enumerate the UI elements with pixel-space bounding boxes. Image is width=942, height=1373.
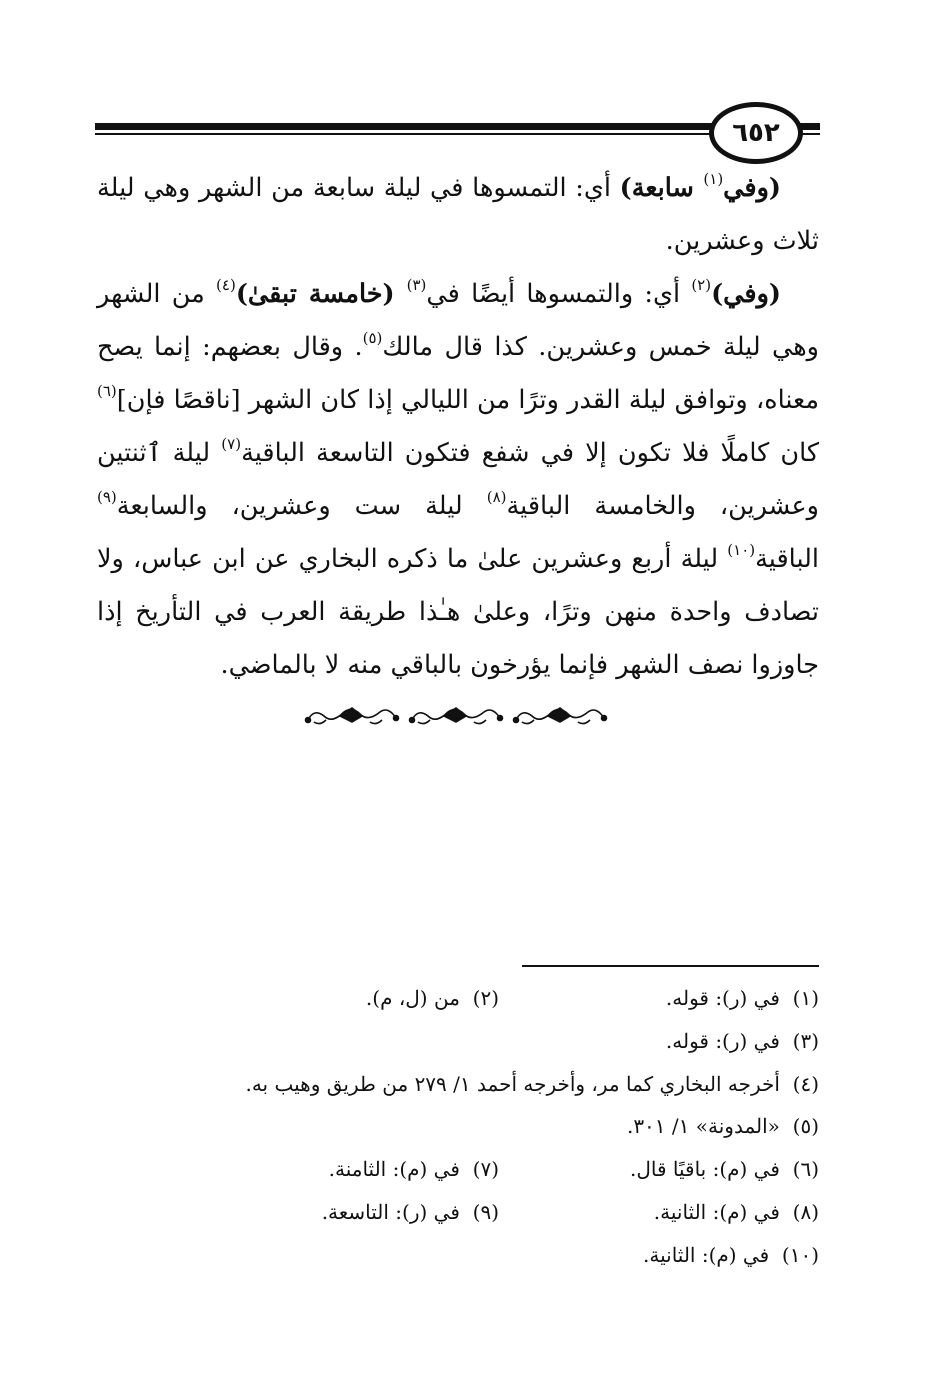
footnote-8 <box>654 1199 819 1225</box>
text-run: من الشهر وهي ليلة خمس وعشرين. كذا قال مالك <box>97 279 819 362</box>
footnote-6 <box>630 1156 819 1182</box>
text-run: ليلة ست وعشرين، والسابعة <box>116 491 487 521</box>
footnote-number: (١) <box>792 986 819 1010</box>
ornament-divider <box>300 698 612 732</box>
footnote-number: (٣) <box>792 1029 819 1053</box>
footnote-marker: (٩) <box>97 488 117 506</box>
page-number: ٦٥٢ <box>732 118 780 148</box>
footnote-text: في (م): باقيًا قال. <box>629 1157 780 1181</box>
text-run: أي: التمسوها في ليلة سابعة من الشهر وهي ليلة ثلاث وعشرين. <box>97 173 819 256</box>
footnote-text: أخرجه البخاري كما مر، وأخرجه أحمد ١/ ٢٧٩ من طريق وهيب به. <box>245 1072 780 1096</box>
footnote-text: في (ر): قوله. <box>665 1029 780 1053</box>
footnote-number: (٥) <box>792 1114 819 1138</box>
body-text <box>97 162 819 692</box>
paragraph-2 <box>97 268 819 692</box>
text-run: أي: والتمسوها أيضًا في <box>426 279 692 309</box>
footnote-number: (٤) <box>792 1072 819 1096</box>
page-number-badge <box>709 102 803 164</box>
footnote-2 <box>366 985 499 1011</box>
footnote-1 <box>666 985 819 1011</box>
footnote-marker: (٨) <box>486 488 507 506</box>
footnote-marker: (٧) <box>221 435 242 453</box>
text-run: ليلة ٱثنتين وعشرين، والخامسة الباقية <box>97 438 819 521</box>
footnote-rule <box>522 965 819 967</box>
ornament-unit <box>410 708 503 724</box>
footnote-text: من (ل، م). <box>365 986 460 1010</box>
text-run: كان كاملًا فلا تكون إلا في شفع فتكون التاسعة الباقية <box>241 438 819 468</box>
text-run: الباقية <box>755 544 819 574</box>
footnote-marker: (٦) <box>97 382 117 400</box>
footnote-3 <box>666 1028 819 1054</box>
footnote-marker: (٤) <box>216 276 236 294</box>
footnote-5 <box>627 1113 819 1139</box>
bold-text-run: (وفي) <box>711 279 781 309</box>
text-run: ليلة أربع وعشرين علىٰ ما ذكره البخاري عن ابن عباس، ولا تصادف واحدة منهن وترًا، وعلىٰ هـٰذا طريقة العرب في التأريخ إذا جاوزوا نصف الشهر فإنما يؤرخون بالباقي منه لا بالماضي. <box>97 544 819 680</box>
footnote-text: في (م): الثانية. <box>653 1200 780 1224</box>
ornament-unit <box>306 708 399 724</box>
footnote-marker: (٥) <box>362 329 383 347</box>
footnote-text: في (م): الثامنة. <box>328 1157 460 1181</box>
footnote-4 <box>245 1071 819 1097</box>
footnote-9 <box>322 1199 499 1225</box>
footnote-text: في (ر): قوله. <box>665 986 780 1010</box>
footnote-number: (٩) <box>472 1200 499 1224</box>
footnote-10 <box>643 1242 819 1268</box>
footnote-text: في (م): الثانية. <box>643 1243 770 1267</box>
footnote-number: (٨) <box>792 1200 819 1224</box>
footnote-text: «المدونة» ١/ ٣٠١. <box>626 1114 780 1138</box>
footnote-marker: (٢) <box>691 276 712 294</box>
footnote-number: (٢) <box>472 986 499 1010</box>
text-run: . وقال بعضهم: إنما يصح معناه، وتوافق ليلة القدر وترًا من الليالي إذا كان الشهر [ناقصًا فإن] <box>97 332 819 415</box>
footnote-text: في (ر): التاسعة. <box>321 1200 460 1224</box>
paragraph-1 <box>97 162 819 268</box>
bold-text-run: سابعة) <box>619 173 704 203</box>
footnote-number: (١٠) <box>781 1243 819 1267</box>
footnote-number: (٧) <box>472 1157 499 1181</box>
bold-text-run: (وفي <box>723 173 781 203</box>
footnote-marker: (٣) <box>406 276 427 294</box>
footnote-number: (٦) <box>792 1157 819 1181</box>
footnote-marker: (١٠) <box>727 541 756 559</box>
bold-text-run: (خامسة تبقىٰ) <box>235 279 407 309</box>
footnote-7 <box>329 1156 499 1182</box>
ornament-unit <box>514 708 607 724</box>
footnote-marker: (١) <box>703 170 724 188</box>
